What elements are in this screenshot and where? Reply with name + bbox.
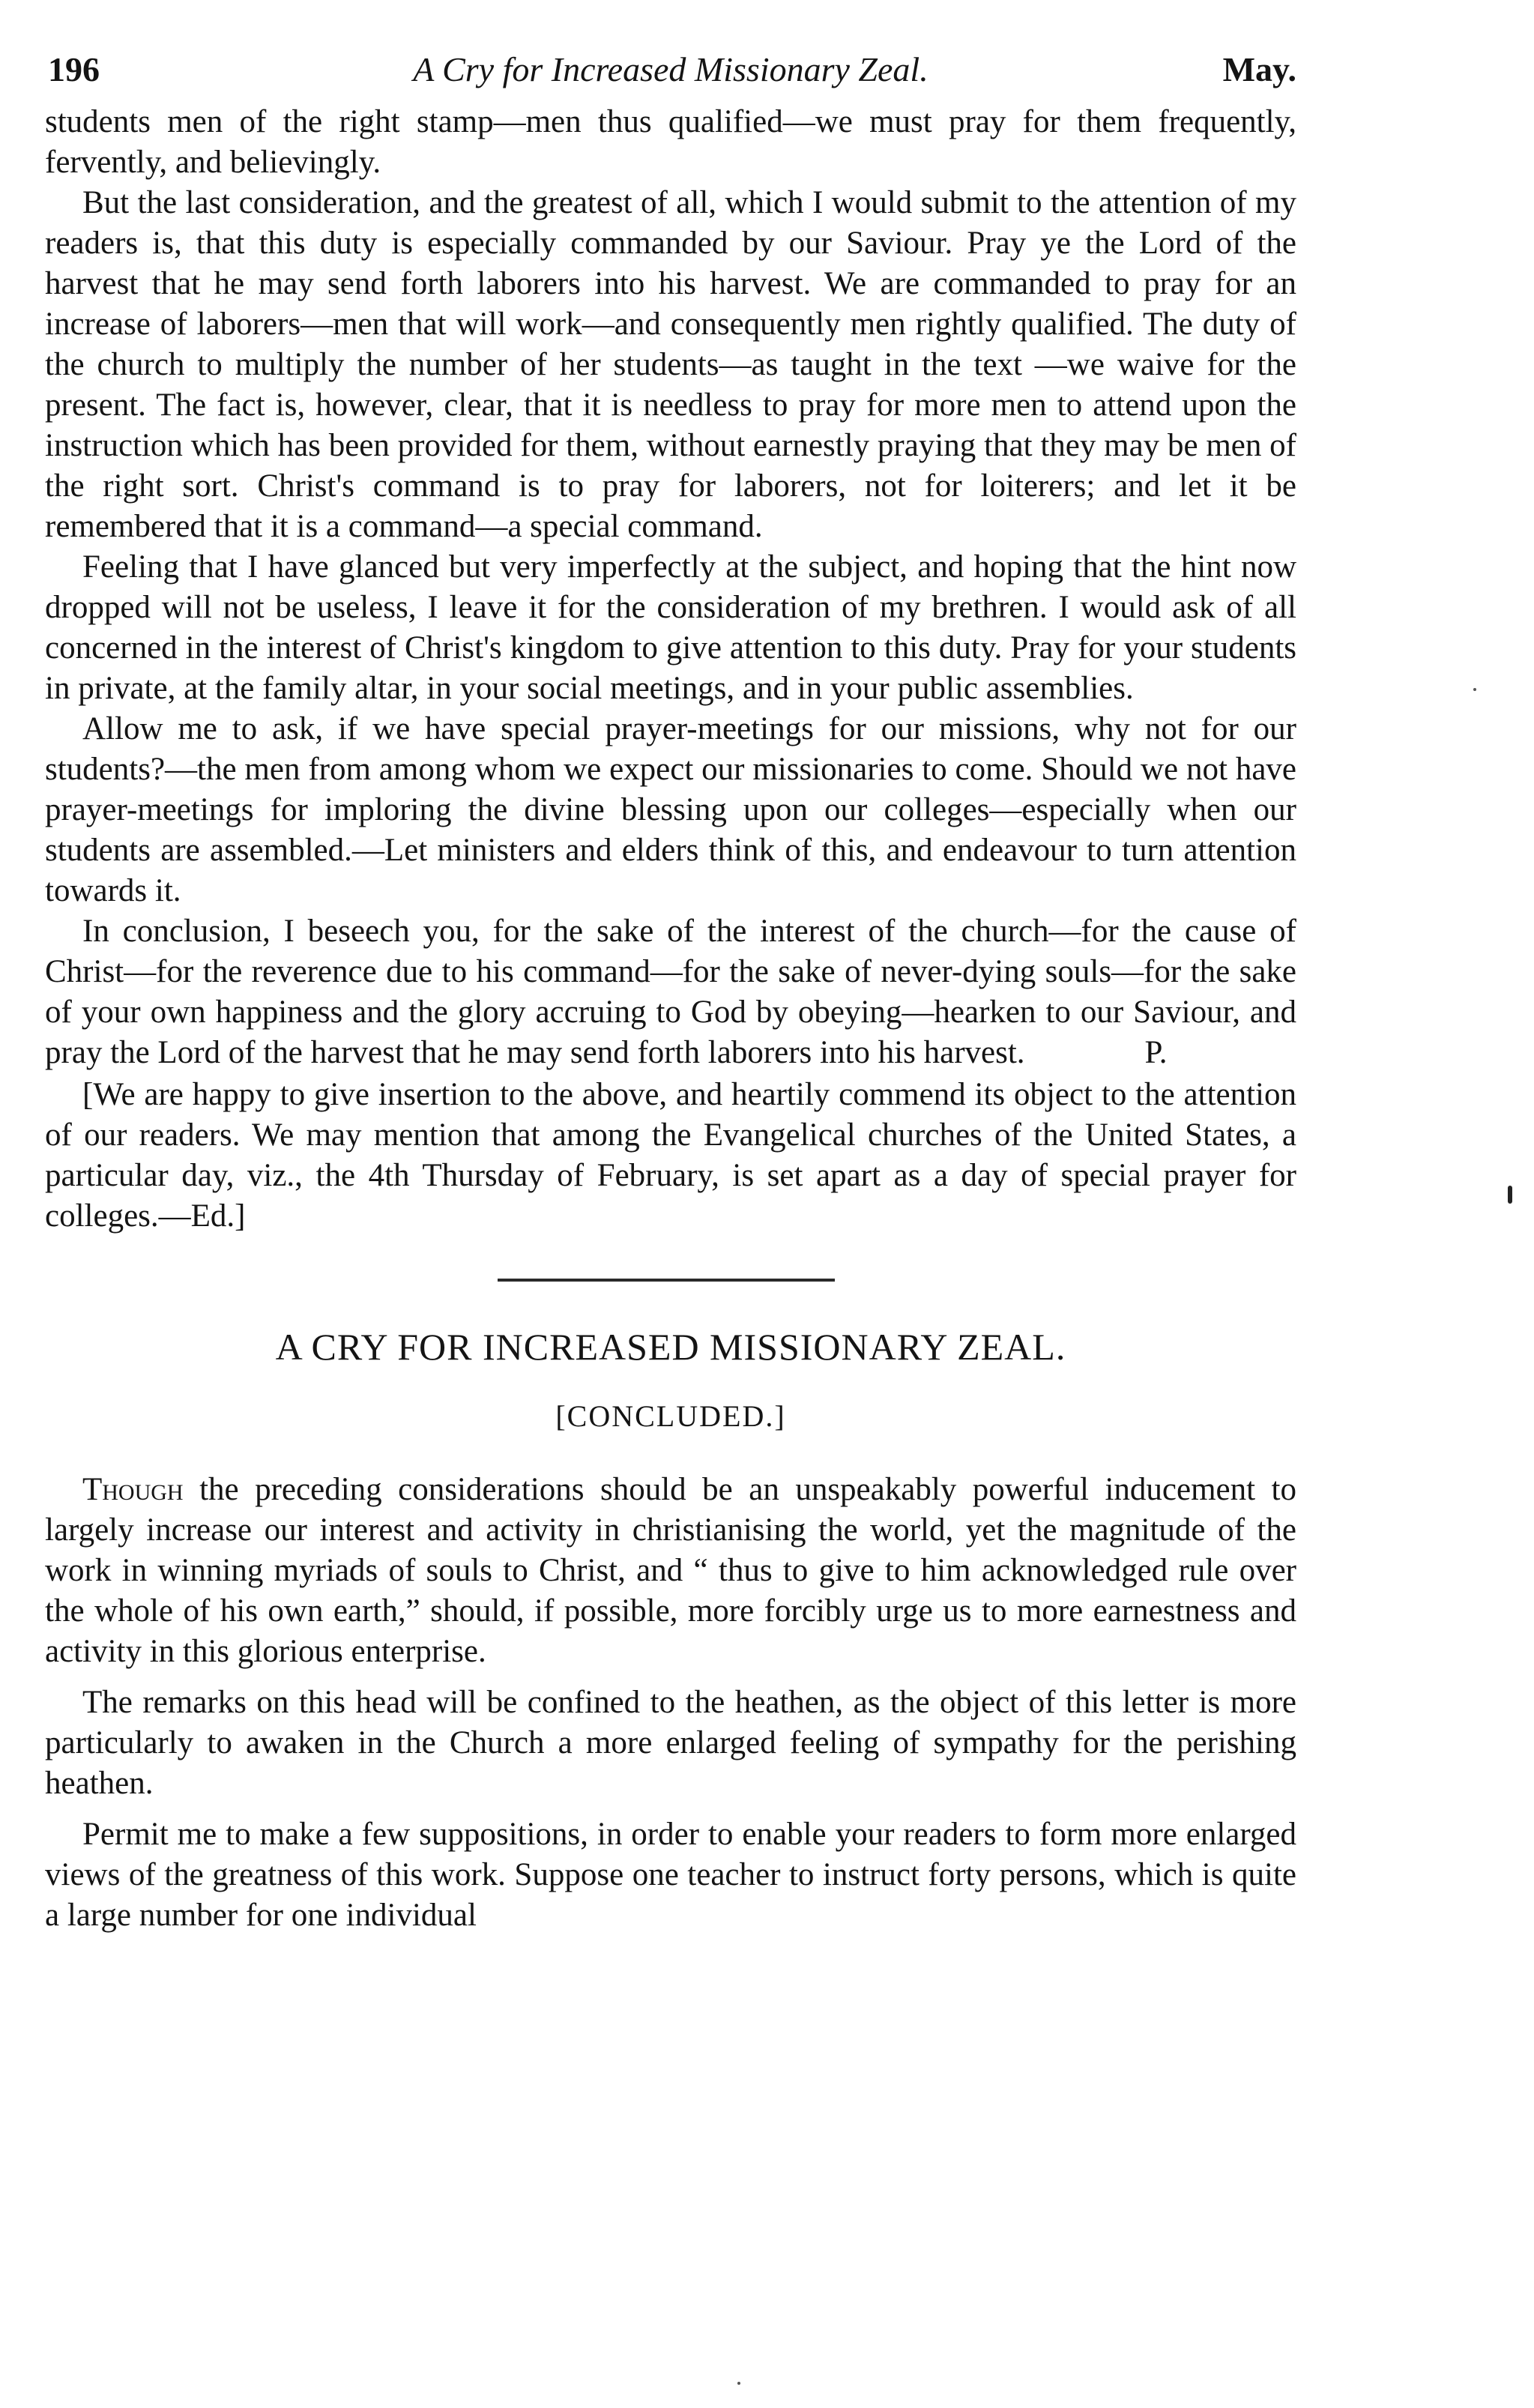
article-paragraph-3: Permit me to make a few suppositions, in order to enable your readers to form more enlarged views of the greatness of this work. Suppose one teacher to instruct forty persons, which is quite a large number for one individual <box>45 1817 1296 1933</box>
running-title: A Cry for Increased Missionary Zeal. <box>413 50 928 88</box>
journal-page <box>45 39 1296 1946</box>
running-month: May. <box>1222 50 1296 88</box>
author-signature: P. <box>1144 1035 1168 1070</box>
paragraph-1: students men of the right stamp—men thus qualified—we must pray for them frequently, fervently, and believingly. <box>45 104 1296 180</box>
article-paragraph-2: The remarks on this head will be confined to the heathen, as the object of this letter is more particularly to awaken in the Church a more enlarged feeling of sympathy for the perishing heathen. <box>45 1685 1296 1801</box>
article-paragraph-1 <box>45 1470 1296 1672</box>
editor-note: [We are happy to give insertion to the above, and heartily commend its object to the attention of our readers. We may mention that among the Evangelical churches of the United States, a particular day, viz., the 4th Thursday of February, is set apart as a day of special prayer for colleges.—Ed.] <box>45 1077 1296 1234</box>
ink-speck <box>1473 688 1476 691</box>
continued-article <box>45 102 1296 1237</box>
page-number: 196 <box>48 50 100 88</box>
paragraph-2: But the last consideration, and the greatest of all, which I would submit to the attention of my readers is, that this duty is especially commanded by our Saviour. Pray ye the Lord of the harvest that he may send forth laborers into his harvest. We are commanded to pray for an increase of laborers—men that will work—and consequently men rightly qualified. The duty of the church to multiply the number of her students—as taught in the text —we waive for the present. The fact is, however, clear, that it is needless to pray for more men to attend upon the instruction which has been provided for them, without earnestly praying that they may be men of the right sort. Christ's command is to pray for laborers, not for loiterers; and let it be remembered that it is a command—a special command. <box>45 185 1296 544</box>
new-article-body <box>45 1470 1296 1936</box>
section-divider-area <box>45 1237 1296 1319</box>
paragraph-5: In conclusion, I beseech you, for the sake of the interest of the church—for the cause of Christ—for the reverence due to his command—for the sake of never-dying souls—for the sake of your own happiness and the glory accruing to God by obeying—hearken to our Saviour, and pray the Lord of the harvest that he may send forth laborers into his harvest. <box>45 914 1296 1070</box>
article-subtitle: [CONCLUDED.] <box>555 1399 786 1433</box>
running-header <box>45 39 1296 99</box>
article-title: A CRY FOR INCREASED MISSIONARY ZEAL. <box>275 1326 1066 1368</box>
paragraph-4: Allow me to ask, if we have special prayer-meetings for our missions, why not for our students?—the men from among whom we expect our missionaries to come. Should we not have prayer-meetings for imploring the divine blessing upon our colleges—especially when our students are assembled.—Let ministers and elders think of this, and endeavour to turn attention towards it. <box>45 711 1296 908</box>
ink-speck <box>737 2382 740 2385</box>
margin-ink-mark <box>1508 1186 1512 1204</box>
paragraph-5-wrap <box>45 911 1296 1073</box>
opening-word: Though <box>82 1472 184 1507</box>
article-paragraph-1-text: the preceding considerations should be an unspeakably powerful inducement to largely increase our interest and activity in christianising the world, yet the magnitude of the work in winning myriads of souls to Christ, and “ thus to give to him acknowledged rule over the whole of his own earth,” should, if possible, more forcibly urge us to more earnestness and activity in this glorious enterprise. <box>45 1472 1297 1669</box>
paragraph-3: Feeling that I have glanced but very imperfectly at the subject, and hoping that the hint now dropped will not be useless, I leave it for the consideration of my brethren. I would ask of all concerned in the interest of Christ's kingdom to give attention to this duty. Pray for your students in private, at the family altar, in your social meetings, and in your public assemblies. <box>45 549 1296 706</box>
section-divider <box>498 1279 835 1282</box>
